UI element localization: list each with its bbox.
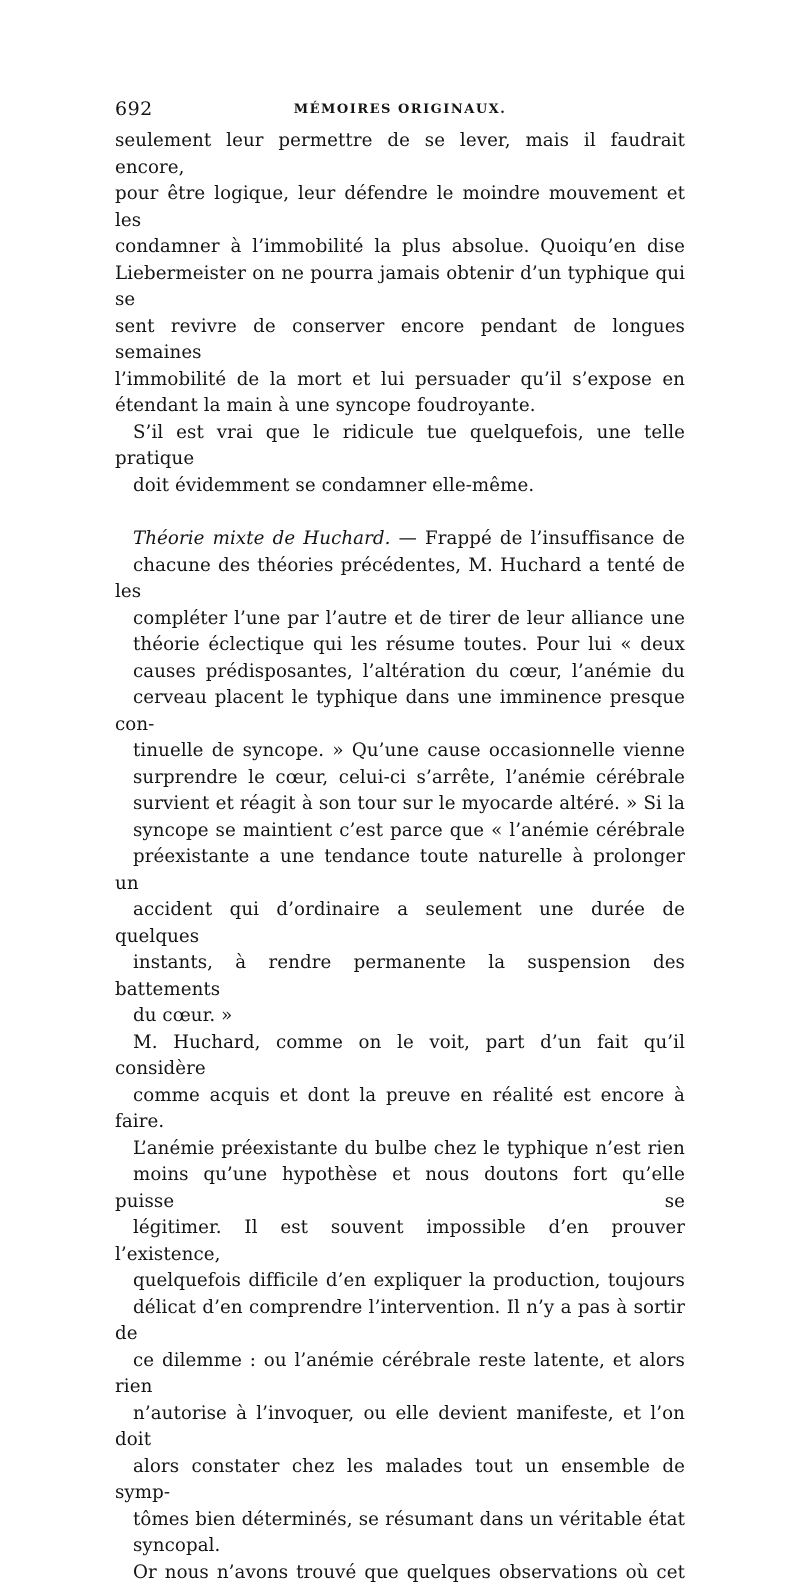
paragraph-1 <box>115 128 685 420</box>
text-line: surprendre le cœur, celui-ci s’arrête, l’anémie cérébrale <box>115 765 685 792</box>
text-line: S’il est vrai que le ridicule tue quelquefois, une telle pratique <box>115 420 685 473</box>
text-line: n’autorise à l’invoquer, ou elle devient manifeste, et l’on doit <box>115 1401 685 1454</box>
document-page <box>115 98 685 1586</box>
text-line: étendant la main à une syncope foudroyante. <box>115 393 685 420</box>
text-line: syncope se maintient c’est parce que « l’anémie cérébrale <box>115 818 685 845</box>
text-line: tinuelle de syncope. » Qu’une cause occasionnelle vienne <box>115 738 685 765</box>
paragraph-2 <box>115 420 685 500</box>
text-line: moins qu’une hypothèse et nous doutons fort qu’elle puisse se <box>115 1162 685 1215</box>
text-line: quelquefois difficile d’en expliquer la production, toujours <box>115 1268 685 1295</box>
text-line: M. Huchard, comme on le voit, part d’un fait qu’il considère <box>115 1030 685 1083</box>
paragraph-3 <box>115 526 685 1030</box>
text-line: chacune des théories précédentes, M. Huchard a tenté de les <box>115 553 685 606</box>
text-line: délicat d’en comprendre l’intervention. Il n’y a pas à sortir de <box>115 1295 685 1348</box>
text-line: instants, à rendre permanente la suspension des battements <box>115 950 685 1003</box>
text-line: seulement leur permettre de se lever, mais il faudrait encore, <box>115 128 685 181</box>
paragraph-4 <box>115 1030 685 1560</box>
text-line: pour être logique, leur défendre le moindre mouvement et les <box>115 181 685 234</box>
text-line: préexistante a une tendance toute naturelle à prolonger un <box>115 844 685 897</box>
text-line: accident qui d’ordinaire a seulement une durée de quelques <box>115 897 685 950</box>
text-line: tômes bien déterminés, se résumant dans un véritable état <box>115 1507 685 1534</box>
paragraph-5 <box>115 1560 685 1586</box>
text-line: légitimer. Il est souvent impossible d’en prouver l’existence, <box>115 1215 685 1268</box>
text-line: syncopal. <box>115 1533 685 1560</box>
text-line <box>115 526 685 553</box>
page-number: 692 <box>115 98 153 120</box>
text-line: du cœur. » <box>115 1003 685 1030</box>
text-line: survient et réagit à son tour sur le myocarde altéré. » Si la <box>115 791 685 818</box>
section-heading: Théorie mixte de Huchard. <box>133 528 391 549</box>
running-header <box>115 98 685 128</box>
body-text <box>115 128 685 1586</box>
text-line: compléter l’une par l’autre et de tirer de leur alliance une <box>115 606 685 633</box>
text-line: théorie éclectique qui les résume toutes. Pour lui « deux <box>115 632 685 659</box>
text-line: Or nous n’avons trouvé que quelques observations où cet <box>115 1560 685 1586</box>
text-line: condamner à l’immobilité la plus absolue. Quoiqu’en dise <box>115 234 685 261</box>
header-title: MÉMOIRES ORIGINAUX. <box>115 102 685 117</box>
text-line: causes prédisposantes, l’altération du cœur, l’anémie du <box>115 659 685 686</box>
text-line: sent revivre de conserver encore pendant de longues semaines <box>115 314 685 367</box>
text-line: L’anémie préexistante du bulbe chez le typhique n’est rien <box>115 1136 685 1163</box>
text-line: l’immobilité de la mort et lui persuader qu’il s’expose en <box>115 367 685 394</box>
text-run: — Frappé de l’insuffisance de <box>391 528 685 549</box>
text-line: comme acquis et dont la preuve en réalité est encore à faire. <box>115 1083 685 1136</box>
text-line: doit évidemment se condamner elle-même. <box>115 473 685 500</box>
text-line: ce dilemme : ou l’anémie cérébrale reste latente, et alors rien <box>115 1348 685 1401</box>
text-line: alors constater chez les malades tout un ensemble de symp- <box>115 1454 685 1507</box>
text-line: Liebermeister on ne pourra jamais obtenir d’un typhique qui se <box>115 261 685 314</box>
text-line: cerveau placent le typhique dans une imminence presque con- <box>115 685 685 738</box>
